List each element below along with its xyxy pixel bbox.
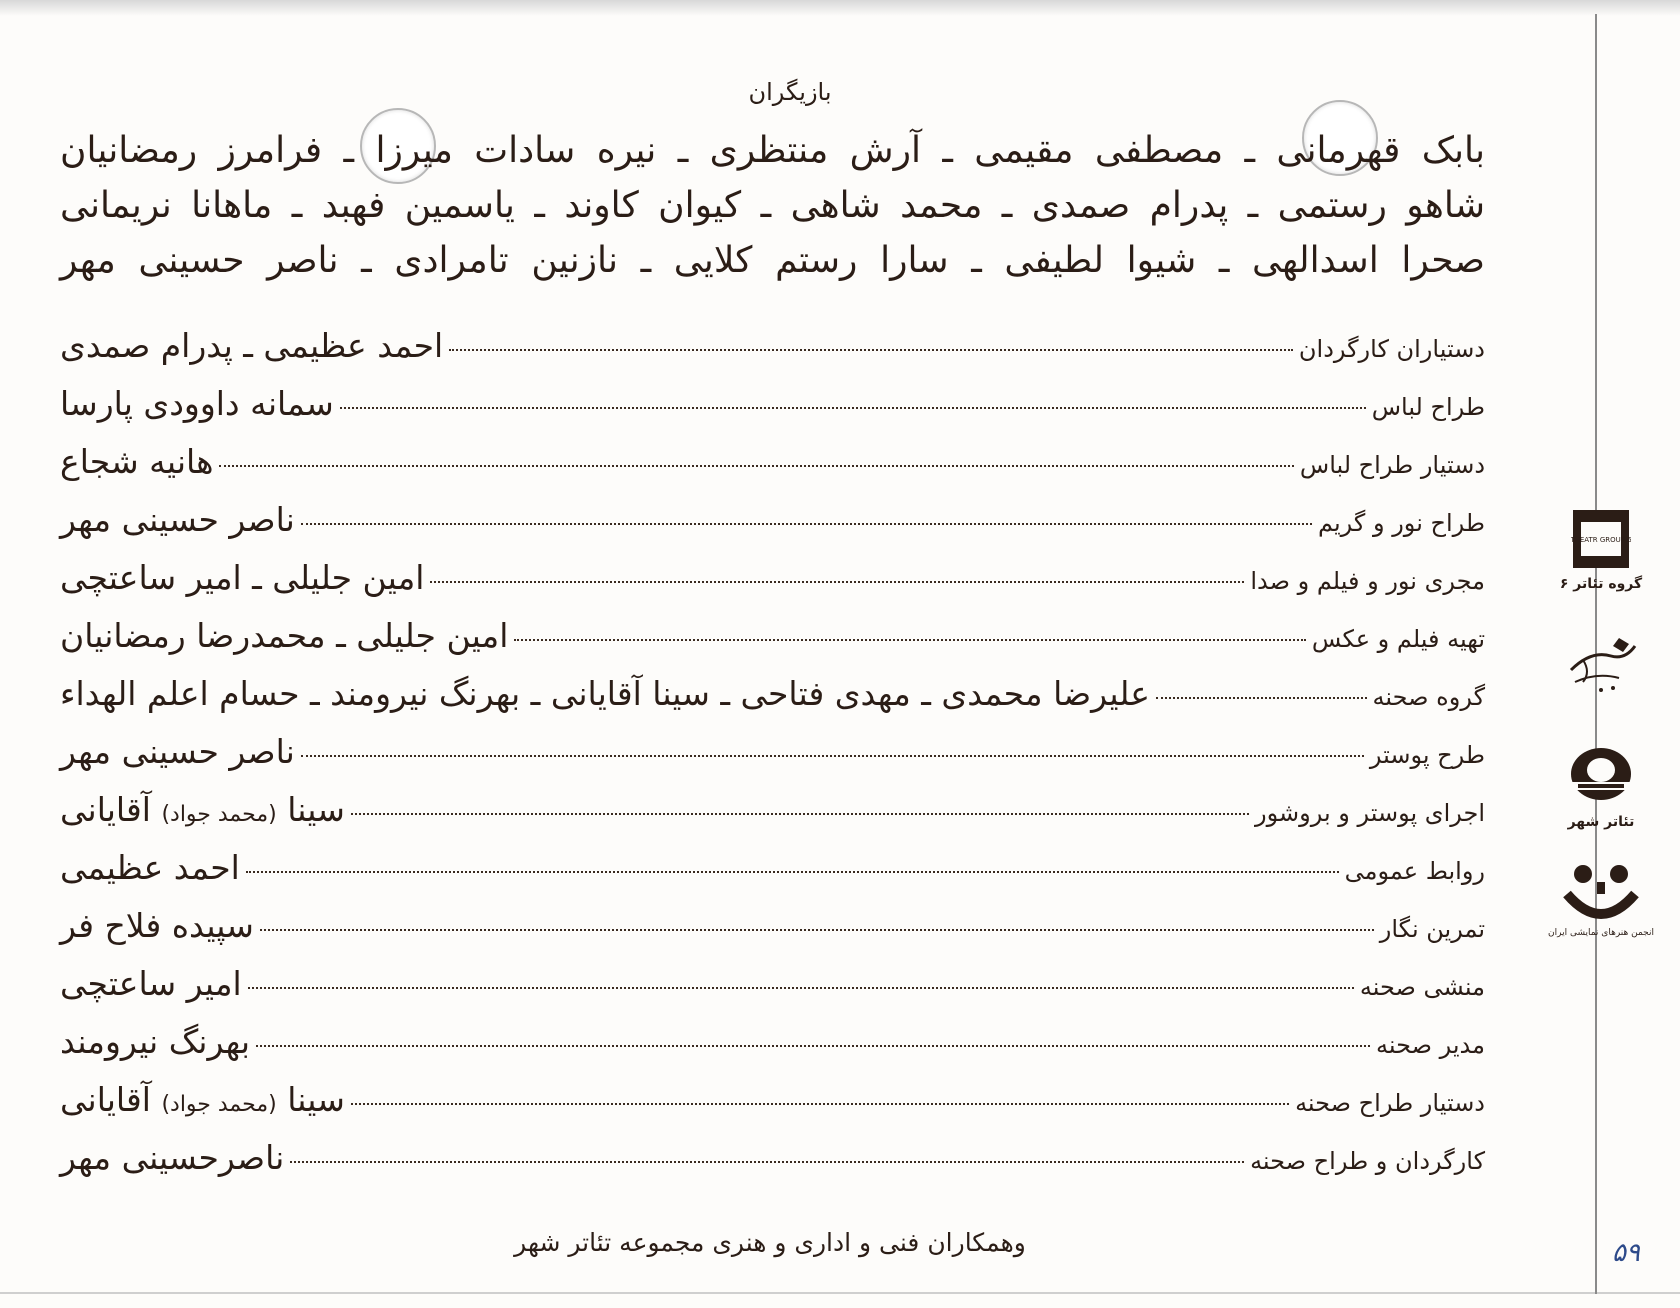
credit-name: امین جلیلی ـ امیر ساعتچی	[60, 558, 425, 597]
scan-top-edge	[0, 0, 1680, 16]
dot-leader	[260, 929, 1374, 931]
credit-role: مجری نور و فیلم و صدا	[1250, 567, 1485, 595]
name-part: سینا	[287, 790, 345, 829]
credit-row	[60, 790, 1485, 836]
dot-leader	[248, 987, 1354, 989]
logo-caption: تئاتر شهر	[1567, 814, 1635, 830]
credit-role: تهیه فیلم و عکس	[1311, 625, 1485, 653]
city-theatre-logo	[1536, 746, 1666, 830]
page-number: ۵۹	[1612, 1238, 1640, 1268]
credit-row	[60, 848, 1485, 894]
cast-line: بابک قهرمانی ـ مصطفی مقیمی ـ آرش منتظری ـ نیره سادات میرزا ـ فرامرز رمضانیان	[60, 130, 1485, 171]
credit-row	[60, 500, 1485, 546]
credit-role: دستیاران کارگردان	[1298, 335, 1485, 363]
city-theatre-icon	[1566, 746, 1636, 808]
dot-leader	[290, 1161, 1244, 1163]
dot-leader	[1156, 697, 1367, 699]
credit-row	[60, 1080, 1485, 1126]
name-part: سینا	[287, 1080, 345, 1119]
credit-role: منشی صحنه	[1359, 973, 1485, 1001]
credit-row	[60, 1138, 1485, 1184]
credit-role: طرح پوستر	[1369, 741, 1485, 769]
credit-role: کارگردان و طراح صحنه	[1250, 1147, 1485, 1175]
dot-leader	[301, 523, 1312, 525]
credit-name: احمد عظیمی ـ پدرام صمدی	[60, 326, 444, 365]
logo-badge: THEATR GROUP 6	[1571, 536, 1631, 544]
credit-role: اجرای پوستر و بروشور	[1255, 799, 1485, 827]
credit-row	[60, 964, 1485, 1010]
cast-line: صحرا اسدالهی ـ شیوا لطیفی ـ سارا رستم کلایی ـ نازنین تامرادی ـ ناصر حسینی مهر	[60, 240, 1485, 281]
book-icon	[1571, 508, 1631, 570]
dot-leader	[430, 581, 1244, 583]
credit-role: طراح نور و گریم	[1318, 509, 1485, 537]
credit-row	[60, 674, 1485, 720]
face-emblem-icon	[1561, 860, 1641, 920]
credit-role: طراح لباس	[1371, 393, 1485, 421]
credit-name: ناصرحسینی مهر	[60, 1138, 285, 1177]
credit-name: امیر ساعتچی	[60, 964, 242, 1003]
credit-row	[60, 1022, 1485, 1068]
credit-role: دستیار طراح صحنه	[1295, 1089, 1485, 1117]
calligraphy-emblem-icon	[1561, 630, 1641, 700]
theatre-group-6-logo	[1536, 508, 1666, 592]
dot-leader	[340, 407, 1366, 409]
credit-row	[60, 906, 1485, 952]
logo-caption: گروه تئاتر ۶	[1559, 576, 1643, 592]
cast-heading: بازیگران	[748, 78, 832, 106]
dot-leader	[514, 639, 1305, 641]
dot-leader	[256, 1045, 1370, 1047]
logo-caption: انجمن هنرهای نمایشی ایران	[1548, 928, 1654, 938]
credit-name: ناصر حسینی مهر	[60, 732, 295, 771]
credit-row	[60, 326, 1485, 372]
credit-name: امین جلیلی ـ محمدرضا رمضانیان	[60, 616, 509, 655]
scan-bottom-edge	[0, 1292, 1680, 1294]
credit-name: سپیده فلاح فر	[60, 906, 254, 945]
credit-name	[60, 1080, 345, 1119]
dot-leader	[351, 1103, 1289, 1105]
dot-leader	[449, 349, 1293, 351]
credit-row	[60, 616, 1485, 662]
dot-leader	[219, 465, 1293, 467]
credit-row	[60, 558, 1485, 604]
credit-role: دستیار طراح لباس	[1299, 451, 1485, 479]
credit-role: گروه صحنه	[1372, 683, 1485, 711]
credit-name: ناصر حسینی مهر	[60, 500, 295, 539]
credit-name: هانیه شجاع	[60, 442, 214, 481]
credit-name: احمد عظیمی	[60, 848, 240, 887]
cultural-center-logo	[1536, 630, 1666, 704]
dot-leader	[301, 755, 1364, 757]
name-parenthetical: (محمد جواد)	[161, 802, 277, 827]
credit-role: مدیر صحنه	[1376, 1031, 1485, 1059]
credit-role: روابط عمومی	[1344, 857, 1485, 885]
credit-role: تمرین نگار	[1379, 915, 1485, 943]
cast-line: شاهو رستمی ـ پدرام صمدی ـ محمد شاهی ـ کیوان کاوند ـ یاسمین فهبد ـ ماهانا نریمانی	[60, 185, 1485, 226]
name-part: آقایانی	[60, 790, 151, 829]
dot-leader	[351, 813, 1249, 815]
credit-row	[60, 442, 1485, 488]
name-parenthetical: (محمد جواد)	[161, 1092, 277, 1117]
name-part: آقایانی	[60, 1080, 151, 1119]
credit-name: بهرنگ نیرومند	[60, 1022, 251, 1061]
credit-name: علیرضا محمدی ـ مهدی فتاحی ـ سینا آقایانی ـ بهرنگ نیرومند ـ حسام اعلم الهداء	[60, 674, 1150, 713]
dot-leader	[246, 871, 1339, 873]
credit-name: سمانه داوودی پارسا	[60, 384, 334, 423]
credit-name	[60, 790, 345, 829]
dramatic-arts-association-logo	[1536, 860, 1666, 938]
credit-row	[60, 732, 1485, 778]
credit-row	[60, 384, 1485, 430]
footer-acknowledgement: وهمکاران فنی و اداری و هنری مجموعه تئاتر شهر	[514, 1228, 1026, 1257]
